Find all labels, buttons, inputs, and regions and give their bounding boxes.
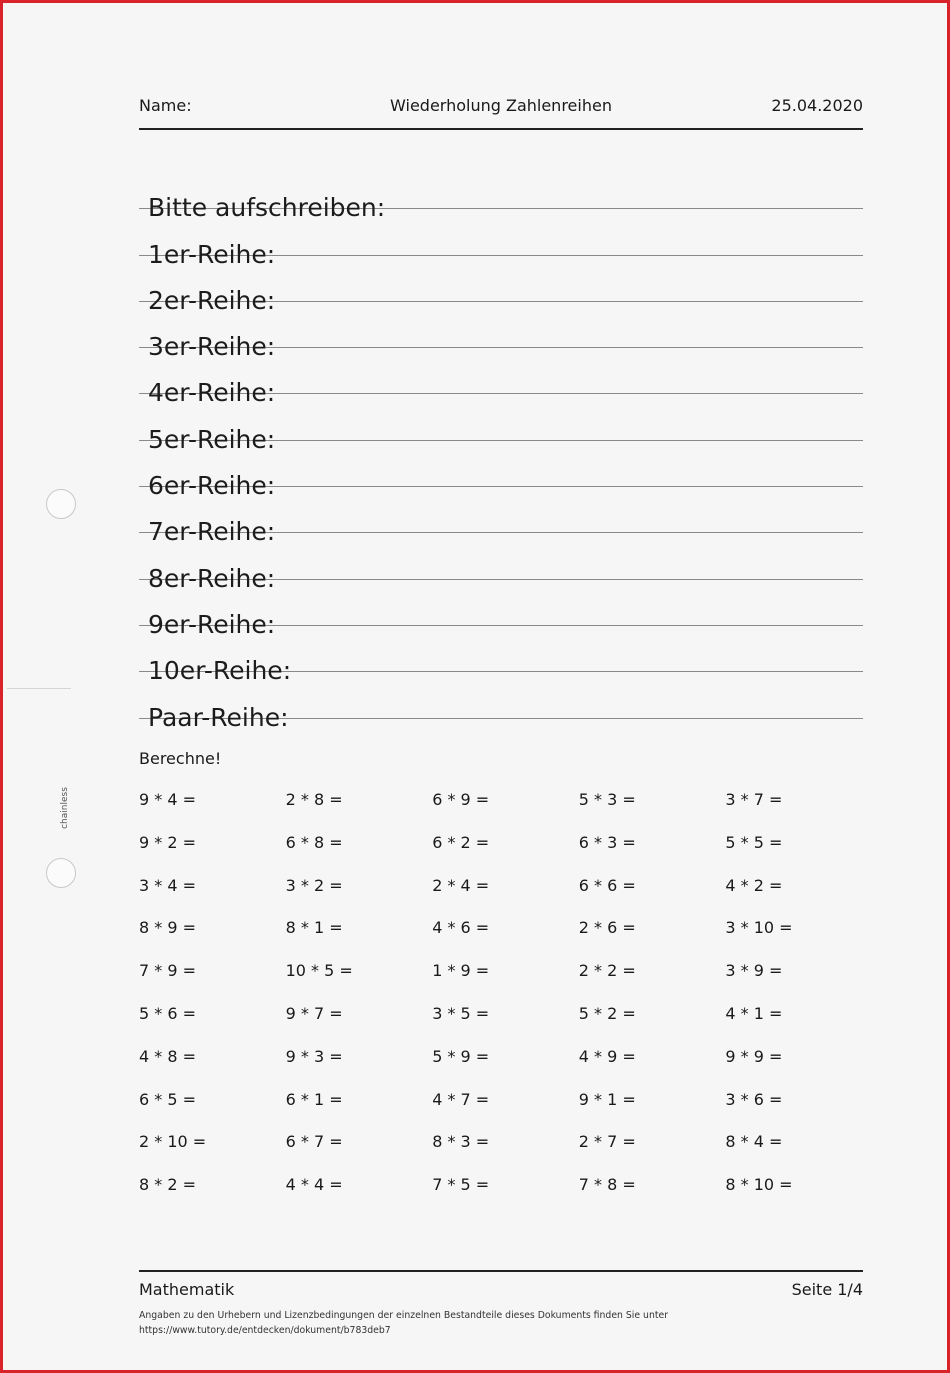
math-problem: 4 * 1 = bbox=[725, 1003, 783, 1023]
writing-line-label: 2er-Reihe: bbox=[148, 285, 276, 315]
writing-line bbox=[139, 441, 863, 501]
writing-line-label: 6er-Reihe: bbox=[148, 471, 276, 501]
math-problem: 9 * 9 = bbox=[725, 1046, 783, 1066]
math-problem: 4 * 9 = bbox=[578, 1046, 636, 1066]
math-problem: 8 * 2 = bbox=[139, 1175, 197, 1195]
side-label: chainless bbox=[60, 787, 70, 829]
name-label: Name: bbox=[139, 96, 192, 115]
writing-line-label: 10er-Reihe: bbox=[148, 656, 292, 686]
page-footer bbox=[139, 1270, 863, 1336]
math-problem: 2 * 8 = bbox=[285, 790, 343, 809]
writing-line-label: 3er-Reihe: bbox=[148, 332, 276, 362]
math-problem: 6 * 5 = bbox=[139, 1089, 197, 1109]
math-problem: 9 * 3 = bbox=[285, 1046, 343, 1066]
math-problem: 2 * 10 = bbox=[139, 1132, 207, 1152]
math-problem: 6 * 1 = bbox=[285, 1089, 343, 1109]
subject-label: Mathematik bbox=[139, 1280, 235, 1299]
math-problem: 6 * 2 = bbox=[432, 832, 490, 852]
math-problem: 8 * 4 = bbox=[725, 1132, 783, 1152]
math-problem: 4 * 8 = bbox=[139, 1046, 197, 1066]
math-problem: 7 * 8 = bbox=[578, 1175, 636, 1195]
math-problem: 5 * 2 = bbox=[578, 1003, 636, 1023]
math-problem: 2 * 2 = bbox=[578, 961, 636, 981]
punch-hole-icon bbox=[46, 858, 76, 888]
math-problem: 6 * 3 = bbox=[578, 832, 636, 852]
math-problem: 3 * 10 = bbox=[725, 918, 793, 938]
writing-line bbox=[139, 580, 863, 639]
attribution-text bbox=[139, 1308, 668, 1338]
math-problem: 1 * 9 = bbox=[432, 961, 490, 981]
math-problem: 5 * 6 = bbox=[139, 1003, 197, 1023]
writing-line bbox=[139, 394, 863, 454]
math-problem: 2 * 4 = bbox=[432, 875, 490, 895]
math-problem: 5 * 9 = bbox=[432, 1046, 490, 1066]
writing-line bbox=[139, 626, 863, 686]
math-problem: 6 * 6 = bbox=[578, 875, 636, 895]
writing-line-label: 5er-Reihe: bbox=[148, 424, 276, 454]
math-problem: 6 * 7 = bbox=[285, 1132, 343, 1152]
writing-line bbox=[139, 302, 863, 362]
page-header bbox=[139, 96, 863, 130]
writing-line bbox=[139, 672, 863, 732]
worksheet-date: 25.04.2020 bbox=[771, 96, 863, 115]
math-problem: 3 * 7 = bbox=[725, 790, 783, 809]
math-problem: 7 * 5 = bbox=[432, 1175, 490, 1195]
writing-line bbox=[139, 209, 863, 269]
math-problem: 9 * 4 = bbox=[139, 790, 197, 809]
math-problem: 2 * 7 = bbox=[578, 1132, 636, 1152]
math-problem: 8 * 10 = bbox=[725, 1175, 793, 1195]
writing-line-label: 4er-Reihe: bbox=[148, 378, 276, 408]
math-problem: 3 * 4 = bbox=[139, 875, 197, 895]
writing-line bbox=[139, 487, 863, 547]
math-problem: 3 * 2 = bbox=[285, 875, 343, 895]
math-problem: 5 * 5 = bbox=[725, 832, 783, 852]
writing-line-label: Bitte aufschreiben: bbox=[148, 193, 386, 223]
writing-line-label: 9er-Reihe: bbox=[148, 609, 276, 639]
math-problem: 9 * 2 = bbox=[139, 832, 197, 852]
math-problem: 4 * 7 = bbox=[432, 1089, 490, 1109]
math-problem: 4 * 6 = bbox=[432, 918, 490, 938]
exercise-heading: Berechne! bbox=[139, 749, 222, 768]
writing-line-label: 7er-Reihe: bbox=[148, 517, 276, 547]
writing-line bbox=[139, 348, 863, 408]
math-problem: 3 * 5 = bbox=[432, 1003, 490, 1023]
math-problem: 9 * 1 = bbox=[578, 1089, 636, 1109]
math-problem: 2 * 6 = bbox=[578, 918, 636, 938]
writing-line bbox=[139, 256, 863, 315]
math-problem: 6 * 8 = bbox=[285, 832, 343, 852]
writing-line-label: 8er-Reihe: bbox=[148, 563, 276, 593]
math-problem: 8 * 9 = bbox=[139, 918, 197, 938]
writing-line-label: 1er-Reihe: bbox=[148, 239, 276, 269]
worksheet-title: Wiederholung Zahlenreihen bbox=[390, 96, 612, 115]
math-problem: 4 * 2 = bbox=[725, 875, 783, 895]
punch-hole-icon bbox=[46, 489, 76, 519]
math-problem: 3 * 9 = bbox=[725, 961, 783, 981]
math-problem: 10 * 5 = bbox=[285, 961, 353, 981]
math-problem: 6 * 9 = bbox=[432, 790, 490, 809]
fold-mark bbox=[7, 688, 71, 689]
writing-line-label: Paar-Reihe: bbox=[148, 702, 289, 732]
math-problem: 3 * 6 = bbox=[725, 1089, 783, 1109]
writing-lines bbox=[139, 163, 863, 732]
math-problem: 4 * 4 = bbox=[285, 1175, 343, 1195]
problem-grid bbox=[139, 790, 879, 1218]
attribution-link: https://www.tutory.de/entdecken/dokument/b783deb7 bbox=[139, 1325, 391, 1336]
math-problem: 8 * 3 = bbox=[432, 1132, 490, 1152]
math-problem: 9 * 7 = bbox=[285, 1003, 343, 1023]
math-problem: 7 * 9 = bbox=[139, 961, 197, 981]
attribution-line: Angaben zu den Urhebern und Lizenzbedingungen der einzelnen Bestandteile dieses Dokuments finden Sie unter bbox=[139, 1310, 669, 1321]
writing-line bbox=[139, 533, 863, 593]
page-number: Seite 1/4 bbox=[791, 1280, 863, 1299]
math-problem: 5 * 3 = bbox=[578, 790, 636, 809]
writing-line bbox=[139, 163, 863, 223]
math-problem: 8 * 1 = bbox=[285, 918, 343, 938]
